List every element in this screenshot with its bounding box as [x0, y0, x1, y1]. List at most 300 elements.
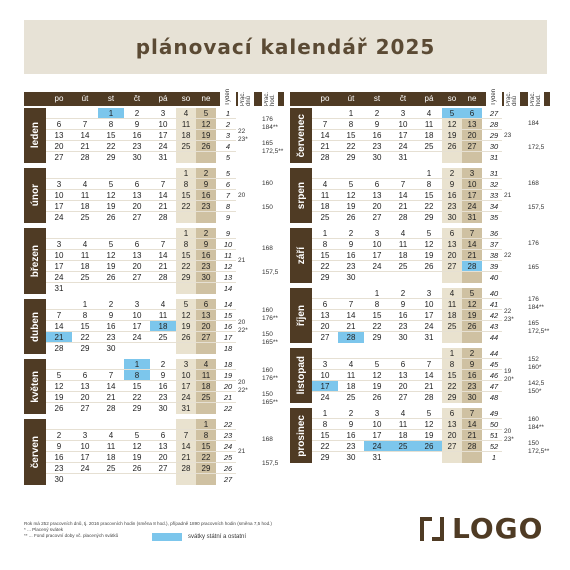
workhours-value: 160	[262, 366, 273, 374]
week-number: 39	[489, 262, 499, 271]
day-cell: 19	[416, 250, 442, 261]
weekday-label: so	[447, 94, 457, 103]
day-cell: 14	[462, 239, 482, 250]
day-cell: 10	[416, 299, 442, 310]
day-cell: 7	[462, 408, 482, 419]
workdays-value: 23*	[504, 435, 514, 443]
day-cell: 5	[98, 239, 124, 250]
row-divider	[46, 238, 236, 239]
day-cell: 13	[442, 239, 462, 250]
month-label	[24, 419, 46, 485]
week-number: 40	[489, 289, 499, 298]
day-cell: 25	[72, 212, 98, 223]
day-cell: 4	[390, 408, 416, 419]
day-cell: 9	[124, 119, 150, 130]
day-cell: 8	[312, 239, 338, 250]
day-cell: 5	[196, 108, 216, 119]
week-number: 18	[223, 360, 233, 369]
month-block	[290, 408, 550, 464]
day-cell: 21	[462, 430, 482, 441]
day-cell: 15	[176, 250, 196, 261]
month-name: květen	[29, 370, 41, 403]
workhours-value: 152	[528, 355, 539, 363]
day-cell: 15	[338, 130, 364, 141]
footer-line-paid-holiday: * ... Placený svátek	[24, 527, 64, 532]
day-cell: 12	[442, 119, 462, 130]
week-number: 35	[489, 213, 499, 222]
day-cell: 26	[416, 441, 442, 452]
row-divider	[46, 151, 236, 152]
week-number: 46	[489, 371, 499, 380]
day-cell: 14	[176, 441, 196, 452]
day-cell: 20	[196, 321, 216, 332]
day-cell: 12	[364, 370, 390, 381]
day-cell: 28	[338, 332, 364, 343]
workdays-value: 23	[504, 131, 512, 139]
day-cell: 26	[416, 261, 442, 272]
week-number: 8	[225, 202, 231, 211]
row-divider	[312, 118, 502, 119]
day-cell: 1	[364, 288, 390, 299]
workhours-value: 176	[528, 239, 539, 247]
day-cell: 9	[338, 419, 364, 430]
empty-day-cell	[124, 343, 150, 354]
workhours-value: 157,5	[528, 203, 545, 211]
day-cell: 7	[390, 179, 416, 190]
day-cell: 14	[416, 370, 442, 381]
day-cell: 2	[462, 348, 482, 359]
row-divider	[46, 178, 236, 179]
day-cell: 10	[46, 250, 72, 261]
week-number: 48	[489, 393, 499, 402]
day-cell: 7	[416, 359, 442, 370]
week-number: 42	[489, 311, 499, 320]
workhours-value: 184**	[528, 303, 544, 311]
day-cell: 14	[338, 310, 364, 321]
day-cell: 17	[72, 452, 98, 463]
day-cell: 9	[338, 239, 364, 250]
week-number: 36	[489, 229, 499, 238]
day-cell: 12	[46, 381, 72, 392]
day-cell: 13	[442, 419, 462, 430]
day-cell: 12	[416, 239, 442, 250]
day-cell: 2	[124, 108, 150, 119]
workhours-value: 176**	[262, 374, 278, 382]
day-cell: 18	[390, 430, 416, 441]
day-cell: 30	[338, 452, 364, 463]
day-cell: 30	[442, 212, 462, 223]
day-cell: 8	[364, 299, 390, 310]
day-cell: 8	[312, 419, 338, 430]
day-cell: 10	[462, 179, 482, 190]
empty-day-cell	[196, 343, 216, 354]
day-cell: 5	[338, 179, 364, 190]
day-cell: 19	[442, 130, 462, 141]
day-cell: 31	[364, 452, 390, 463]
week-number: 2	[225, 120, 231, 129]
row-divider	[46, 440, 236, 441]
day-cell: 6	[312, 299, 338, 310]
day-cell: 8	[98, 119, 124, 130]
day-cell: 26	[196, 141, 216, 152]
day-cell: 22	[196, 452, 216, 463]
row-divider	[312, 260, 502, 261]
day-cell: 13	[390, 370, 416, 381]
workhours-value: 160	[262, 179, 273, 187]
day-cell: 27	[124, 272, 150, 283]
row-divider	[312, 320, 502, 321]
day-cell: 13	[312, 310, 338, 321]
day-cell: 1	[416, 168, 442, 179]
day-cell: 23	[150, 392, 176, 403]
workhours-value: 150	[528, 439, 539, 447]
calendar-left-column	[24, 89, 284, 490]
day-cell: 4	[442, 288, 462, 299]
day-cell: 30	[364, 152, 390, 163]
empty-day-cell	[124, 283, 150, 294]
row-divider	[312, 369, 502, 370]
day-cell: 7	[150, 239, 176, 250]
week-number: 49	[489, 409, 499, 418]
day-cell: 15	[98, 130, 124, 141]
day-cell: 11	[98, 441, 124, 452]
workhours-value: 165	[262, 139, 273, 147]
day-cell: 4	[150, 299, 176, 310]
day-cell: 22	[364, 321, 390, 332]
day-cell: 16	[196, 250, 216, 261]
day-cell: 1	[312, 228, 338, 239]
day-cell: 25	[196, 392, 216, 403]
day-cell: 3	[124, 299, 150, 310]
row-divider	[46, 342, 236, 343]
weekday-label: út	[81, 94, 89, 103]
day-cell: 25	[338, 392, 364, 403]
empty-day-cell	[462, 452, 482, 463]
row-divider	[46, 380, 236, 381]
day-cell: 23	[364, 141, 390, 152]
weekday-header	[290, 89, 550, 106]
day-cell: 20	[124, 261, 150, 272]
day-cell: 29	[364, 332, 390, 343]
week-number: 14	[223, 300, 233, 309]
day-cell: 15	[364, 310, 390, 321]
day-cell: 16	[338, 430, 364, 441]
week-header	[220, 80, 236, 106]
day-cell: 17	[364, 430, 390, 441]
day-cell: 8	[72, 310, 98, 321]
day-cell: 8	[176, 239, 196, 250]
empty-day-cell	[98, 474, 124, 485]
workhours-value: 176**	[262, 314, 278, 322]
day-cell: 3	[390, 108, 416, 119]
month-block	[24, 299, 284, 355]
week-number: 16	[223, 322, 233, 331]
week-number: 9	[225, 229, 231, 238]
day-cell: 21	[338, 321, 364, 332]
day-cell: 11	[150, 310, 176, 321]
day-cell: 18	[312, 201, 338, 212]
week-number: 18	[223, 344, 233, 353]
day-cell: 22	[338, 141, 364, 152]
day-cell: 26	[98, 272, 124, 283]
day-cell: 23	[124, 141, 150, 152]
day-cell: 20	[72, 392, 98, 403]
day-cell: 17	[124, 321, 150, 332]
day-cell: 1	[124, 359, 150, 370]
holiday-swatch	[152, 533, 182, 541]
day-cell: 24	[176, 392, 196, 403]
day-cell: 9	[462, 359, 482, 370]
workhours-header	[528, 80, 544, 106]
week-header-label: Týden	[225, 89, 231, 106]
day-cell: 2	[98, 299, 124, 310]
day-cell: 8	[124, 370, 150, 381]
week-number: 47	[489, 382, 499, 391]
day-cell: 24	[46, 212, 72, 223]
week-number: 5	[225, 169, 231, 178]
day-cell: 19	[98, 261, 124, 272]
workdays-header	[504, 80, 520, 106]
weekday-label: po	[320, 94, 330, 103]
workhours-value: 184**	[528, 423, 544, 431]
workhours-value: 172,5**	[528, 447, 550, 455]
workdays-value: 20*	[504, 375, 514, 383]
empty-day-cell	[416, 152, 442, 163]
day-cell: 15	[442, 370, 462, 381]
week-number: 3	[225, 131, 231, 140]
day-cell: 17	[390, 130, 416, 141]
day-cell: 6	[46, 119, 72, 130]
workdays-value: 21	[238, 448, 246, 455]
day-cell: 10	[150, 119, 176, 130]
day-cell: 9	[196, 239, 216, 250]
empty-day-cell	[364, 272, 390, 283]
day-cell: 11	[72, 190, 98, 201]
day-cell: 7	[72, 119, 98, 130]
day-cell: 25	[390, 261, 416, 272]
workdays-header	[238, 80, 254, 106]
day-cell: 13	[124, 250, 150, 261]
week-number: 22	[223, 420, 233, 429]
day-cell: 6	[72, 370, 98, 381]
day-cell: 19	[416, 430, 442, 441]
workhours-value: 150	[262, 330, 273, 338]
day-cell: 3	[462, 168, 482, 179]
day-cell: 20	[124, 201, 150, 212]
day-cell: 25	[442, 321, 462, 332]
day-cell: 26	[176, 332, 196, 343]
day-cell: 28	[312, 152, 338, 163]
day-cell: 25	[72, 272, 98, 283]
workhours-value: 176	[262, 115, 273, 123]
row-divider	[46, 211, 236, 212]
workdays-value: 22	[504, 307, 512, 315]
month-block	[290, 348, 550, 404]
month-label	[290, 288, 312, 343]
month-name: říjen	[295, 304, 307, 327]
day-cell: 28	[416, 392, 442, 403]
workhours-value: 157,5	[262, 460, 279, 467]
day-cell: 26	[364, 392, 390, 403]
week-number: 23	[223, 431, 233, 440]
row-divider	[312, 331, 502, 332]
day-cell: 6	[124, 239, 150, 250]
day-cell: 22	[312, 441, 338, 452]
week-number: 17	[223, 333, 233, 342]
day-cell: 22	[176, 261, 196, 272]
month-name: září	[295, 246, 307, 265]
day-cell: 23	[442, 201, 462, 212]
week-number: 44	[489, 349, 499, 358]
day-cell: 8	[196, 430, 216, 441]
day-cell: 31	[150, 152, 176, 163]
workhours-value: 157,5	[262, 269, 279, 276]
day-cell: 6	[462, 108, 482, 119]
day-cell: 27	[124, 212, 150, 223]
empty-day-cell	[150, 343, 176, 354]
day-cell: 27	[312, 332, 338, 343]
day-cell: 28	[390, 212, 416, 223]
workdays-value: 23*	[238, 135, 248, 143]
month-block	[290, 228, 550, 284]
day-cell: 13	[124, 190, 150, 201]
day-cell: 21	[72, 141, 98, 152]
day-cell: 26	[46, 403, 72, 414]
day-cell: 9	[150, 370, 176, 381]
day-cell: 10	[390, 119, 416, 130]
day-cell: 4	[98, 430, 124, 441]
day-cell: 3	[416, 288, 442, 299]
weekday-label: so	[181, 94, 191, 103]
day-cell: 7	[98, 370, 124, 381]
row-divider	[46, 320, 236, 321]
day-cell: 9	[390, 299, 416, 310]
day-cell: 24	[46, 272, 72, 283]
day-cell: 16	[46, 452, 72, 463]
week-number: 45	[489, 360, 499, 369]
day-cell: 16	[124, 130, 150, 141]
row-divider	[312, 418, 502, 419]
day-cell: 18	[72, 261, 98, 272]
week-number: 4	[225, 142, 231, 151]
workdays-header-label: Prac. dnů	[506, 91, 518, 106]
day-cell: 1	[312, 408, 338, 419]
day-cell: 10	[72, 441, 98, 452]
day-cell: 19	[46, 392, 72, 403]
week-number: 14	[223, 284, 233, 293]
day-cell: 15	[124, 381, 150, 392]
day-cell: 17	[416, 310, 442, 321]
week-number: 7	[225, 191, 231, 200]
day-cell: 28	[176, 463, 196, 474]
row-divider	[312, 211, 502, 212]
empty-day-cell	[390, 452, 416, 463]
day-cell: 10	[364, 419, 390, 430]
week-number: 1	[491, 453, 497, 462]
weekday-label: út	[347, 94, 355, 103]
row-divider	[46, 189, 236, 190]
workhours-value: 172,5**	[262, 147, 284, 155]
day-cell: 6	[390, 359, 416, 370]
day-cell: 22	[416, 201, 442, 212]
day-cell: 26	[98, 212, 124, 223]
weekday-header	[24, 89, 284, 106]
day-cell: 27	[150, 463, 176, 474]
day-cell: 14	[462, 419, 482, 430]
day-cell: 1	[98, 108, 124, 119]
month-label	[24, 168, 46, 223]
week-number: 32	[489, 180, 499, 189]
day-cell: 6	[364, 179, 390, 190]
day-cell: 17	[46, 261, 72, 272]
day-cell: 8	[442, 359, 462, 370]
day-cell: 5	[416, 228, 442, 239]
day-cell: 11	[390, 419, 416, 430]
day-cell: 2	[390, 288, 416, 299]
day-cell: 22	[98, 141, 124, 152]
day-cell: 29	[416, 212, 442, 223]
day-cell: 14	[46, 321, 72, 332]
day-cell: 1	[442, 348, 462, 359]
month-block	[24, 419, 284, 486]
week-number: 27	[223, 475, 233, 484]
week-number: 41	[489, 300, 499, 309]
day-cell: 11	[338, 370, 364, 381]
workdays-value: 19	[504, 367, 512, 375]
day-cell: 31	[46, 283, 72, 294]
day-cell: 13	[196, 310, 216, 321]
day-cell: 19	[364, 381, 390, 392]
day-cell: 11	[416, 119, 442, 130]
day-cell: 24	[72, 463, 98, 474]
month-block	[24, 359, 284, 415]
month-label	[290, 408, 312, 463]
day-cell: 18	[442, 310, 462, 321]
day-cell: 7	[338, 299, 364, 310]
day-cell: 8	[416, 179, 442, 190]
row-divider	[312, 451, 502, 452]
week-number: 19	[223, 371, 233, 380]
workhours-value: 150	[262, 390, 273, 398]
day-cell: 6	[442, 228, 462, 239]
day-cell: 5	[416, 408, 442, 419]
day-cell: 23	[462, 381, 482, 392]
day-cell: 21	[416, 381, 442, 392]
row-divider	[312, 309, 502, 310]
day-cell: 4	[338, 359, 364, 370]
day-cell: 2	[364, 108, 390, 119]
weekday-label: pá	[424, 94, 434, 103]
day-cell: 5	[124, 430, 150, 441]
workhours-value: 184	[528, 119, 539, 127]
empty-day-cell	[442, 152, 462, 163]
day-cell: 24	[364, 261, 390, 272]
month-label	[24, 228, 46, 294]
day-cell: 18	[196, 381, 216, 392]
day-cell: 12	[98, 190, 124, 201]
week-number: 34	[489, 202, 499, 211]
week-number: 37	[489, 240, 499, 249]
month-block	[24, 168, 284, 224]
day-cell: 21	[462, 250, 482, 261]
day-cell: 28	[46, 343, 72, 354]
day-cell: 16	[442, 190, 462, 201]
day-cell: 4	[416, 108, 442, 119]
day-cell: 11	[390, 239, 416, 250]
empty-day-cell	[196, 474, 216, 485]
empty-day-cell	[442, 332, 462, 343]
day-cell: 19	[462, 310, 482, 321]
